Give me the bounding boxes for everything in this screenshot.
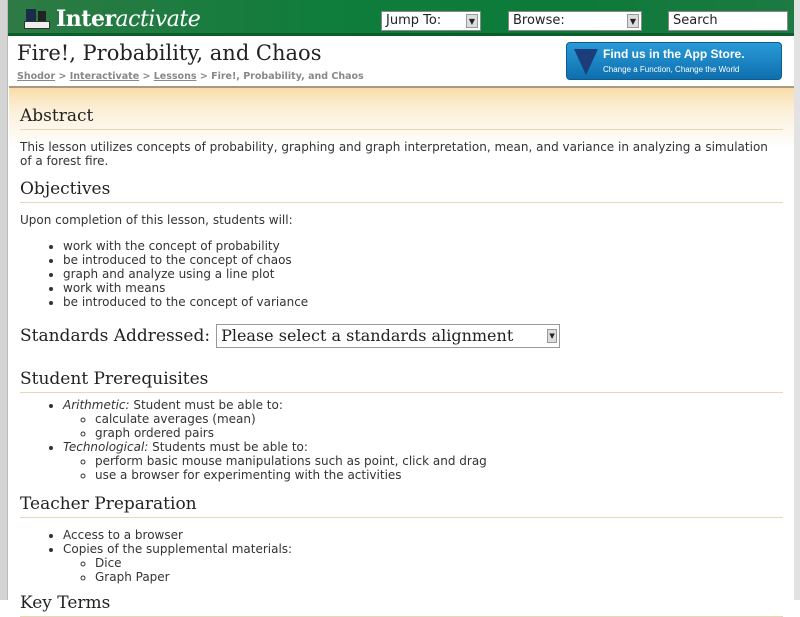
lesson-content <box>9 86 794 613</box>
app-store-banner[interactable] <box>566 42 782 80</box>
technological-label: Technological: <box>63 440 149 454</box>
teacher-prep-heading: Teacher Preparation <box>20 494 783 518</box>
objectives-list <box>20 239 774 309</box>
standards-select-value: Please select a standards alignment <box>221 326 514 345</box>
arithmetic-text: Student must be able to: <box>129 398 283 412</box>
app-store-title: Find us in the App Store. <box>603 47 745 61</box>
list-item: • graph and analyze using a line plot <box>63 267 774 281</box>
key-terms-heading: Key Terms <box>20 593 783 617</box>
teacher-prep-list <box>20 528 774 584</box>
site-header <box>8 0 794 36</box>
objectives-heading: Objectives <box>20 179 783 203</box>
list-item <box>63 398 774 440</box>
breadcrumb <box>17 71 364 82</box>
list-item: ◦ calculate averages (mean) <box>95 412 774 426</box>
list-item: ◦ use a browser for experimenting with the activities <box>95 468 774 482</box>
app-store-tagline: Change a Function, Change the World <box>603 65 740 74</box>
list-item <box>63 440 774 482</box>
page-title: Fire!, Probability, and Chaos <box>17 41 322 65</box>
objectives-intro: Upon completion of this lesson, students will: <box>20 213 293 227</box>
app-logo-icon <box>574 49 598 75</box>
list-item: • Access to a browser <box>63 528 774 542</box>
logo-icon <box>24 7 52 31</box>
chevron-down-icon: ▼ <box>466 14 478 28</box>
list-item: • work with the concept of probability <box>63 239 774 253</box>
browse-label: Browse: <box>513 13 565 28</box>
breadcrumb-sep: > <box>58 71 67 82</box>
jump-to-label: Jump To: <box>386 13 442 28</box>
list-item: ◦ graph ordered pairs <box>95 426 774 440</box>
abstract-heading: Abstract <box>20 106 783 130</box>
standards-row <box>20 324 560 348</box>
breadcrumb-current: Fire!, Probability, and Chaos <box>211 71 364 82</box>
chevron-down-icon: ▼ <box>547 329 557 343</box>
list-item <box>63 542 774 584</box>
interactivate-logo[interactable] <box>24 6 200 32</box>
list-item: • be introduced to the concept of variance <box>63 295 774 309</box>
list-item: ◦ Dice <box>95 556 774 570</box>
logo-text: Inter <box>56 6 116 32</box>
standards-select[interactable] <box>216 324 560 348</box>
technological-text: Students must be able to: <box>148 440 308 454</box>
breadcrumb-interactivate[interactable]: Interactivate <box>69 71 140 82</box>
abstract-text: This lesson utilizes concepts of probability, graphing and graph interpretation, mean, and variance in analyzing a simulation of a forest fire. <box>20 140 768 168</box>
list-item: • be introduced to the concept of chaos <box>63 253 774 267</box>
browse-select[interactable] <box>508 11 642 31</box>
prerequisites-heading: Student Prerequisites <box>20 369 783 393</box>
search-input[interactable]: Search <box>668 11 788 31</box>
list-item: ◦ perform basic mouse manipulations such as point, click and drag <box>95 454 774 468</box>
breadcrumb-sep: > <box>199 71 208 82</box>
jump-to-select[interactable] <box>381 11 481 31</box>
list-item-text: Copies of the supplemental materials: <box>63 542 293 556</box>
scrollbar[interactable] <box>794 0 800 600</box>
breadcrumb-shodor[interactable]: Shodor <box>17 71 56 82</box>
chevron-down-icon: ▼ <box>627 14 639 28</box>
list-item: ◦ Graph Paper <box>95 570 774 584</box>
prerequisites-list <box>20 398 774 482</box>
logo-text-italic: activate <box>115 7 201 32</box>
standards-label: Standards Addressed: <box>20 326 211 346</box>
window-edge <box>0 0 8 600</box>
list-item: • work with means <box>63 281 774 295</box>
breadcrumb-lessons[interactable]: Lessons <box>153 71 197 82</box>
arithmetic-label: Arithmetic: <box>63 398 130 412</box>
breadcrumb-sep: > <box>142 71 151 82</box>
